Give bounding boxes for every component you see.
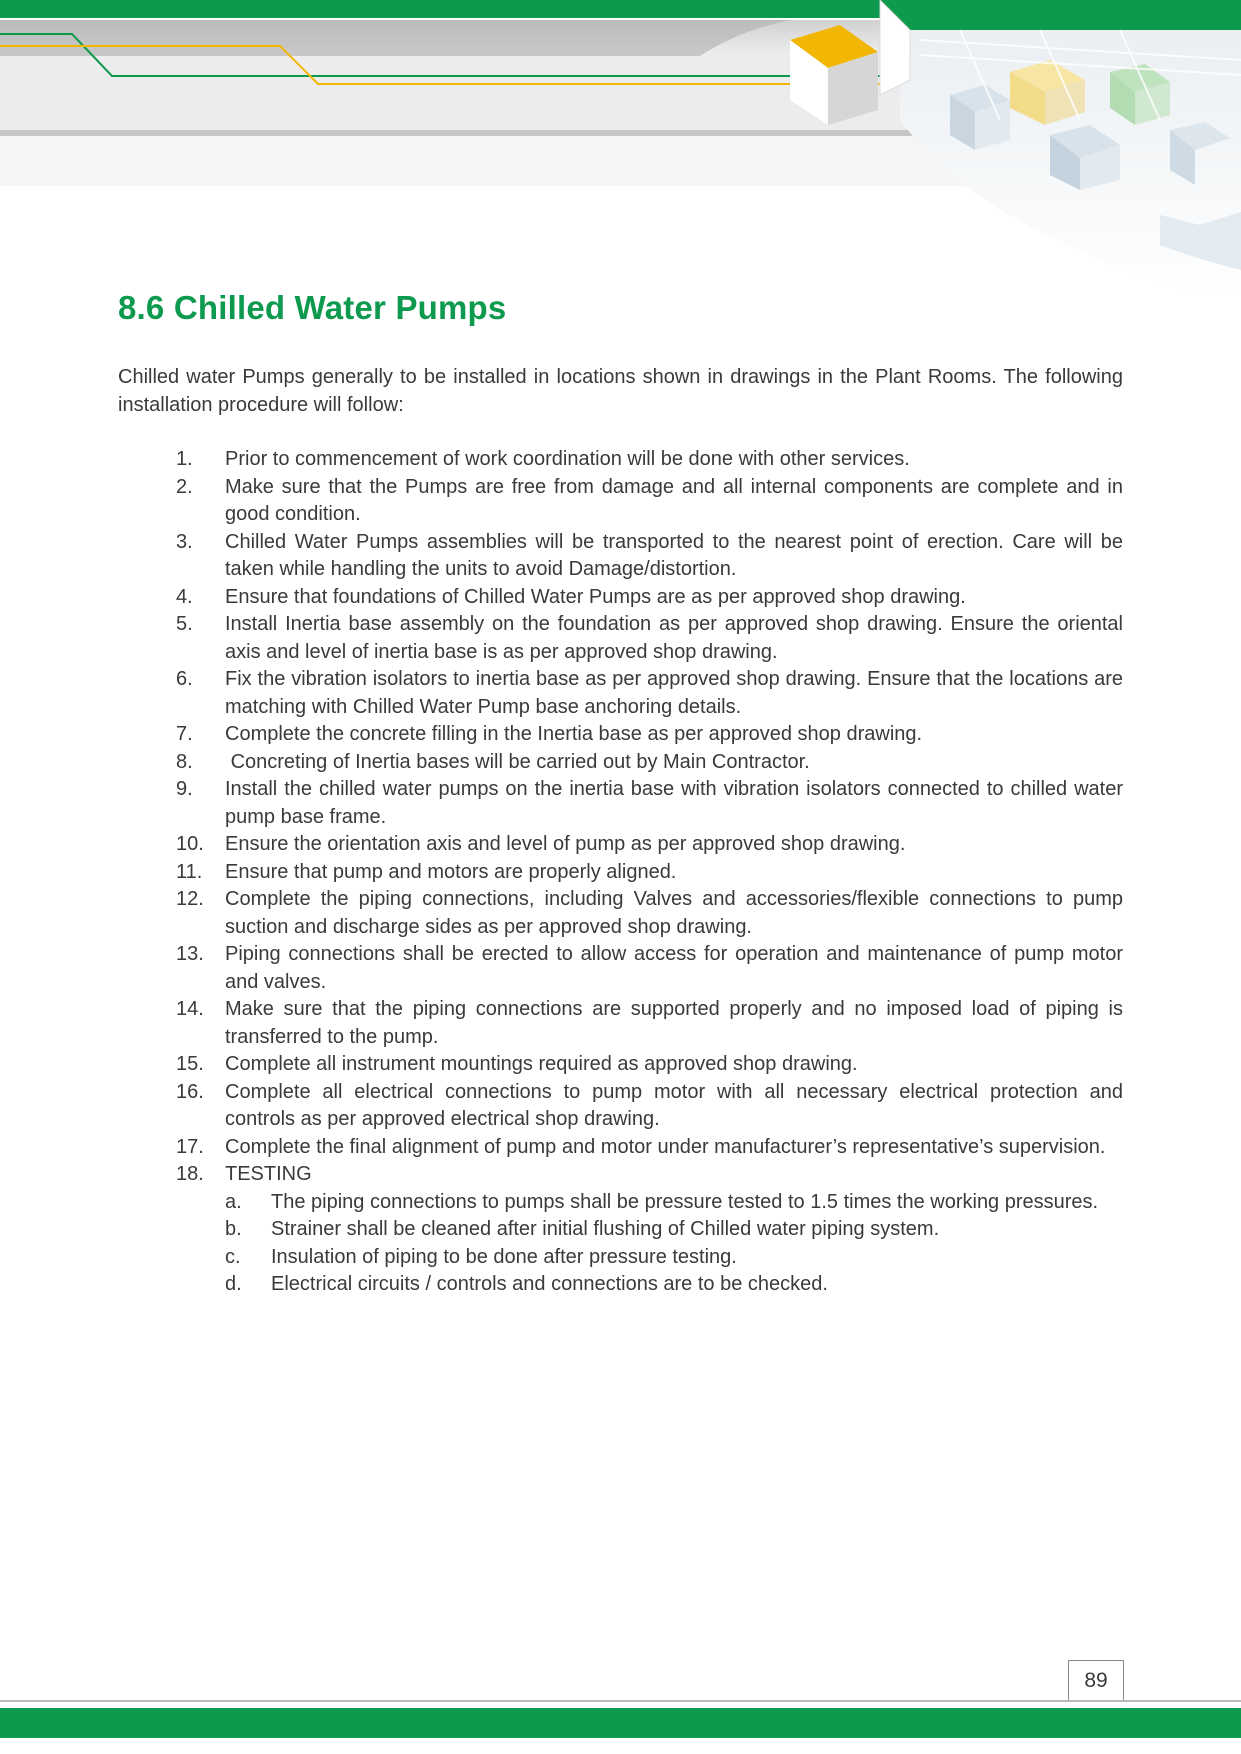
substep-letter: b.: [225, 1218, 242, 1240]
list-item: [118, 611, 1123, 666]
list-item: [118, 831, 1123, 859]
step-number: 11.: [176, 860, 203, 883]
intro-paragraph: Chilled water Pumps generally to be installed in locations shown in drawings in the Plant Rooms. The following installation procedure will follow:: [118, 366, 1123, 416]
list-item: [118, 886, 1123, 941]
step-number: 4.: [176, 585, 193, 608]
step-number: 15.: [176, 1053, 204, 1075]
step-number: 9.: [176, 778, 193, 800]
list-item: [118, 474, 1123, 529]
step-text: Complete the concrete filling in the Inertia base as per approved shop drawing.: [225, 723, 923, 745]
step-number: 6.: [176, 668, 193, 690]
step-text: Ensure that pump and motors are properly aligned.: [225, 860, 677, 883]
step-number: 1.: [176, 448, 193, 470]
substep-text: Electrical circuits / controls and connections are to be checked.: [271, 1273, 828, 1295]
step-text: Make sure that the piping connections are supported properly and no imposed load of piping is transferred to the pump.: [225, 998, 1123, 1048]
substep-letter: d.: [225, 1273, 242, 1295]
step-text: Chilled Water Pumps assemblies will be transported to the nearest point of erection. Care will be taken while handling the units to avoid Damage/distortion.: [225, 530, 1123, 580]
step-text: Piping connections shall be erected to allow access for operation and maintenance of pump motor and valves.: [225, 943, 1123, 993]
step-number: 3.: [176, 530, 193, 553]
step-text: TESTING: [225, 1163, 312, 1185]
step-text: Complete the piping connections, including Valves and accessories/flexible connections to pump suction and discharge sides as per approved shop drawing.: [225, 888, 1123, 938]
step-number: 2.: [176, 475, 193, 498]
list-item: [118, 721, 1123, 749]
step-text: Make sure that the Pumps are free from damage and all internal components are complete and in good condition.: [225, 475, 1123, 525]
substep-text: The piping connections to pumps shall be pressure tested to 1.5 times the working pressures.: [271, 1190, 1099, 1213]
header-banner: [0, 0, 1241, 310]
page-number: 89: [1068, 1660, 1124, 1701]
list-item: [118, 1079, 1123, 1134]
step-number: 12.: [176, 888, 204, 910]
procedure-list: [118, 446, 1123, 1299]
substep-text: Insulation of piping to be done after pressure testing.: [271, 1245, 737, 1268]
substep-text: Strainer shall be cleaned after initial flushing of Chilled water piping system.: [271, 1218, 940, 1240]
sublist-item: [225, 1271, 1123, 1299]
list-item: [118, 1161, 1123, 1299]
step-text: Complete all electrical connections to pump motor with all necessary electrical protection and controls as per approved electrical shop drawing.: [225, 1080, 1123, 1130]
step-number: 14.: [176, 998, 204, 1020]
list-item: [118, 529, 1123, 584]
step-text: Fix the vibration isolators to inertia base as per approved shop drawing. Ensure that the locations are matching with Chilled Water Pump base anchoring details.: [225, 668, 1123, 718]
step-number: 16.: [176, 1080, 204, 1103]
step-text: Prior to commencement of work coordination will be done with other services.: [225, 448, 910, 470]
footer-divider: [0, 1700, 1241, 1702]
step-text: Install the chilled water pumps on the inertia base with vibration isolators connected to chilled water pump base frame.: [225, 778, 1123, 828]
list-item: [118, 446, 1123, 474]
step-number: 13.: [176, 943, 204, 965]
list-item: [118, 749, 1123, 777]
main-content: [118, 286, 1123, 1299]
list-item: [118, 996, 1123, 1051]
step-text: Complete all instrument mountings required as approved shop drawing.: [225, 1053, 858, 1075]
sublist-item: [225, 1216, 1123, 1244]
list-item: [118, 584, 1123, 612]
list-item: [118, 859, 1123, 887]
sublist-item: [225, 1189, 1123, 1217]
step-text: Concreting of Inertia bases will be carried out by Main Contractor.: [225, 750, 810, 773]
step-text: Complete the final alignment of pump and motor under manufacturer’s representative’s supervision.: [225, 1135, 1106, 1158]
step-text: Ensure the orientation axis and level of pump as per approved shop drawing.: [225, 833, 906, 855]
step-text: Install Inertia base assembly on the foundation as per approved shop drawing. Ensure the oriental axis and level of inertia base is as per approved shop drawing.: [225, 613, 1123, 663]
sublist-item: [225, 1244, 1123, 1272]
substep-letter: c.: [225, 1245, 241, 1268]
list-item: [118, 666, 1123, 721]
step-text: Ensure that foundations of Chilled Water Pumps are as per approved shop drawing.: [225, 585, 966, 608]
step-number: 7.: [176, 723, 193, 745]
section-heading: 8.6 Chilled Water Pumps: [118, 289, 507, 326]
footer-bar: [0, 1708, 1241, 1738]
list-item: [118, 1134, 1123, 1162]
step-number: 17.: [176, 1135, 204, 1158]
substep-letter: a.: [225, 1190, 242, 1213]
list-item: [118, 776, 1123, 831]
step-number: 18.: [176, 1163, 204, 1185]
header-graphic: [0, 0, 1241, 310]
list-item: [118, 1051, 1123, 1079]
testing-sublist: [225, 1189, 1123, 1299]
list-item: [118, 941, 1123, 996]
step-number: 5.: [176, 613, 193, 635]
step-number: 8.: [176, 750, 193, 773]
step-number: 10.: [176, 833, 204, 855]
